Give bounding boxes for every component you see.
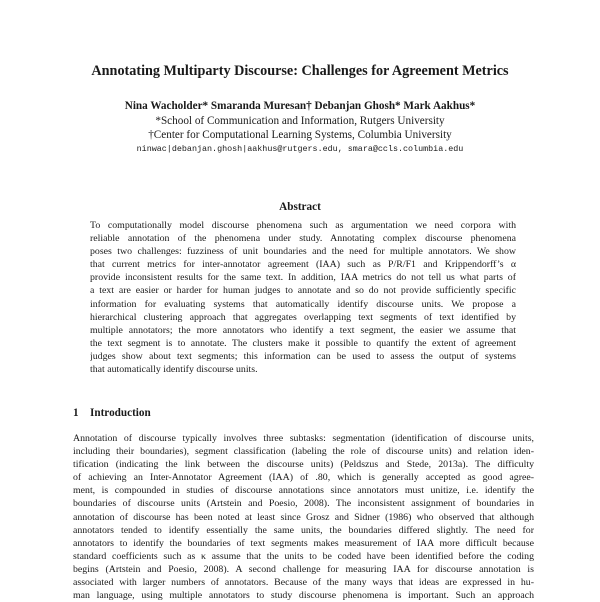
abstract-line: that automatically identify discourse units.: [90, 364, 258, 376]
paper-title: Annotating Multiparty Discourse: Challenges for Agreement Metrics: [91, 63, 509, 79]
body-line: ment, is compounded in studies of discourse annotations since annotators must unitize, i.e. identify the: [73, 485, 534, 497]
body-line: associated with larger numbers of annotators. Because of the many ways that ideas are expressed in hu-: [73, 577, 534, 589]
abstract-line: the text segment is to annotate. The clusters make it possible to quantify the extent of agreement: [90, 337, 516, 349]
abstract-heading: Abstract: [279, 201, 321, 213]
abstract-line: provide inconsistent results for the same text. In addition, IAA metrics do not tell us what parts of: [90, 272, 516, 284]
affiliation-rutgers: *School of Communication and Information, Rutgers University: [155, 115, 445, 127]
body-line: man language, using multiple annotators to study discourse phenomena is important. Such an approach: [73, 590, 534, 602]
section-number: 1: [73, 407, 79, 419]
body-line: annotation of discourse has been noted at least since Grosz and Sidner (1986) who observed that although: [73, 511, 534, 523]
abstract-line: reliable annotation of the phenomena under study. Annotating complex discourse phenomena: [90, 233, 516, 245]
author-emails: ninwac|debanjan.ghosh|aakhus@rutgers.edu, smara@ccls.columbia.edu: [136, 144, 464, 154]
affiliation-columbia: †Center for Computational Learning Systems, Columbia University: [148, 129, 452, 141]
abstract-line: To computationally model discourse phenomena such as argumentation we need corpora with: [90, 220, 516, 231]
section-title: Introduction: [90, 407, 151, 419]
abstract-line: a text are easier or harder for human judges to annotate and so do not provide sufficiently specific: [90, 285, 516, 297]
abstract-line: that current metrics for inter-annotator agreement (IAA) such as P/R/F1 and Krippendorff’s α: [90, 259, 516, 271]
body-line: standard coefficients such as κ assume that the units to be coded have been identified before the coding: [73, 550, 534, 562]
body-line: boundaries of discourse units (Artstein and Poesio, 2008). The inconsistent assignment of boundaries in: [73, 498, 534, 510]
body-line: of achieving an Inter-Annotator Agreement (IAA) of .80, which is generally accepted as good agree-: [73, 472, 534, 484]
body-line: begins (Artstein and Poesio, 2008). A second challenge for measuring IAA for discourse annotation is: [73, 563, 534, 575]
abstract-line: poses two challenges: fuzziness of unit boundaries and the need for multiple annotators. We show: [90, 246, 516, 258]
abstract-body: [90, 219, 516, 376]
abstract-line: hierarchical clustering approach that aggregates overlapping text segments of text identified by: [90, 311, 516, 323]
body-line: annotators tended to identify essentially the same units, the boundaries differed slightly. The need for: [73, 524, 534, 536]
abstract-line: multiple annotators; the more annotators who identify a text segment, the easier we assume that: [90, 324, 516, 336]
body-line: including their boundaries), segment classification (labeling the role of discourse units) and relation iden-: [73, 446, 534, 458]
body-line: tification (indicating the link between the discourse units) (Peldszus and Stede, 2013a). The difficulty: [73, 459, 534, 471]
section-heading-introduction: [73, 406, 151, 420]
abstract-line: information for evaluating systems that automatically identify discourse units. We propose a: [90, 298, 516, 310]
body-line: annotators to identify the boundaries of text segments makes measurement of IAA more difficult because: [73, 537, 534, 549]
abstract-line: judges show about text segments; this information can be used to assess the output of systems: [90, 350, 516, 362]
introduction-body: [73, 432, 534, 602]
author-list: Nina Wacholder* Smaranda Muresan† Debanjan Ghosh* Mark Aakhus*: [124, 100, 476, 112]
body-line: Annotation of discourse typically involves three subtasks: segmentation (identification of discourse units,: [73, 433, 534, 444]
